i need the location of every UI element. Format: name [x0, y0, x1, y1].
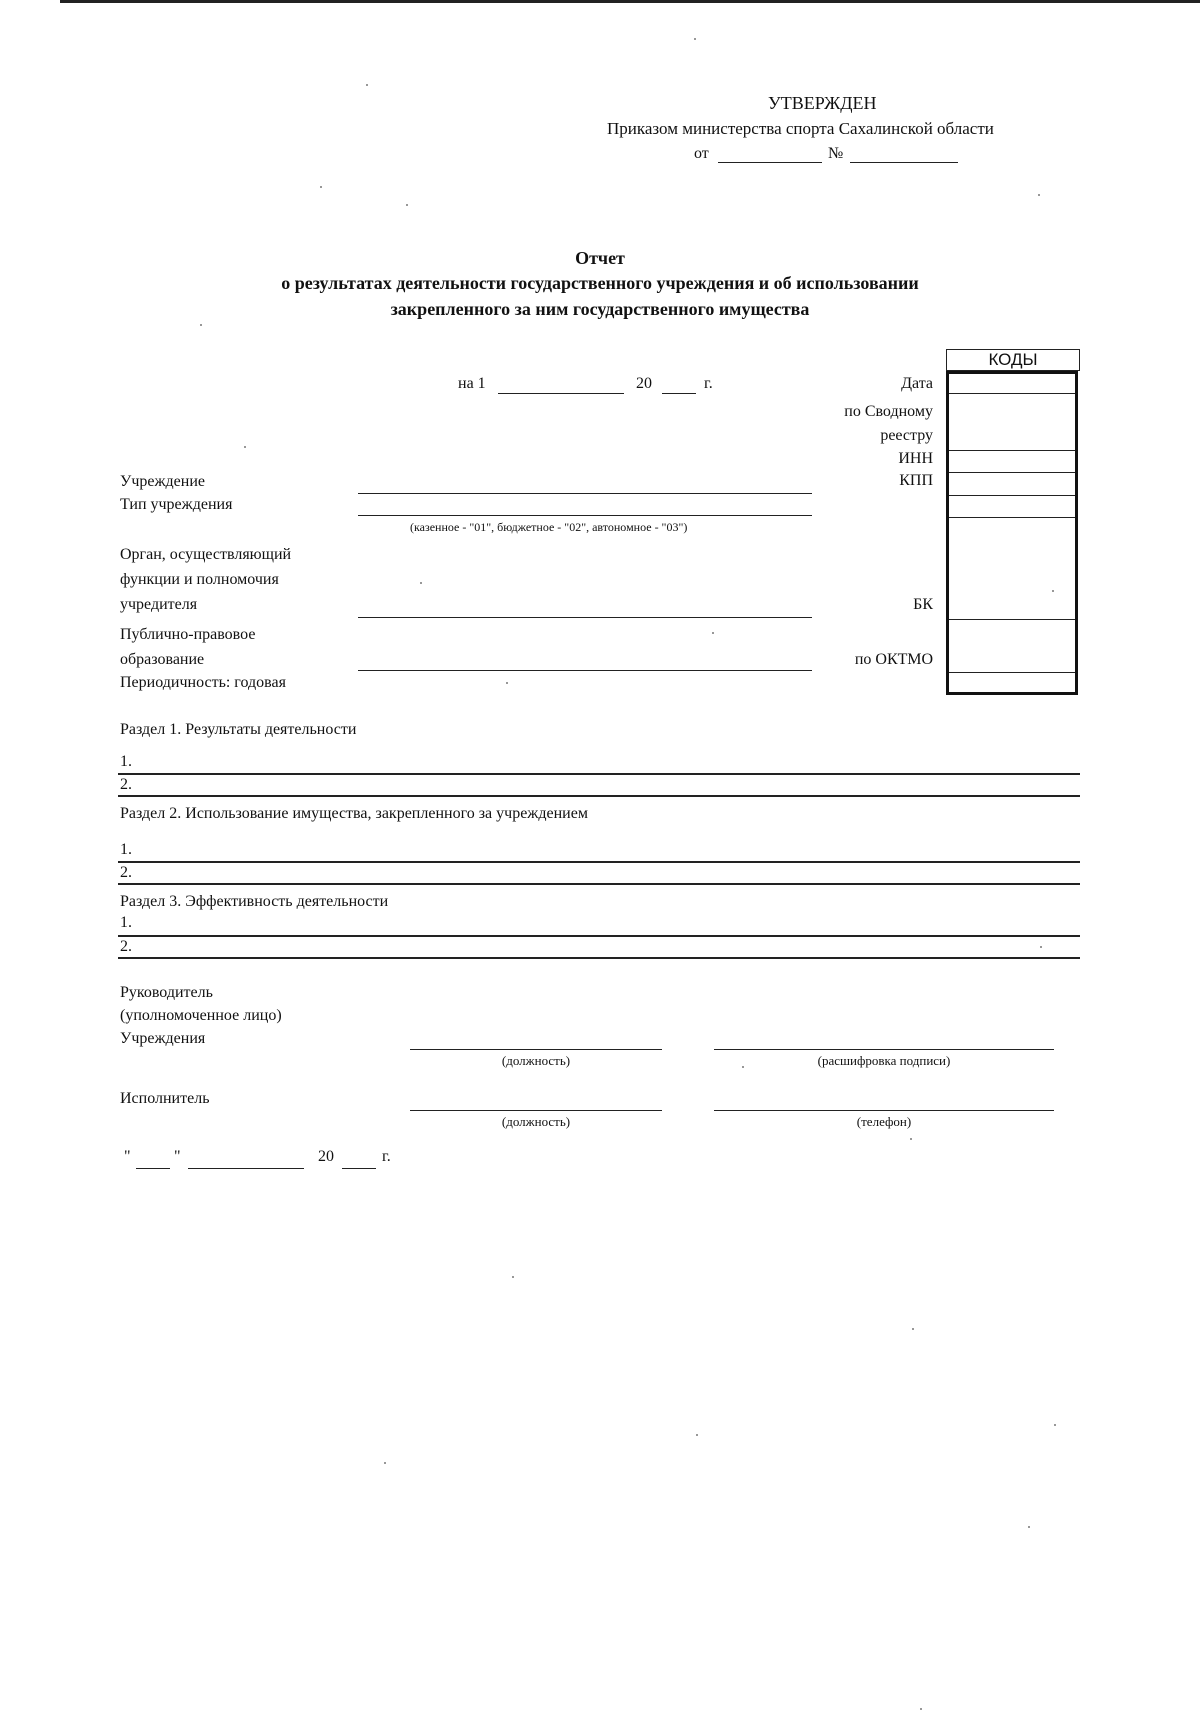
executor-phone-line[interactable]	[714, 1110, 1054, 1111]
signature-head-label-2: (уполномоченное лицо)	[120, 1007, 282, 1024]
scan-speck	[200, 324, 202, 326]
code-label-oktmo: по ОКТМО	[854, 651, 933, 668]
section-2-line-2[interactable]	[118, 883, 1080, 885]
section-1-item-2: 2.	[120, 776, 132, 793]
scan-speck	[912, 1328, 914, 1330]
field-label-public-entity-1: Публично-правовое	[120, 626, 256, 643]
footer-month-line[interactable]	[188, 1168, 304, 1169]
scan-speck	[696, 1434, 698, 1436]
approval-order: Приказом министерства спорта Сахалинской области	[607, 119, 994, 138]
code-cell-inn[interactable]	[949, 472, 1075, 473]
codes-table	[946, 371, 1078, 695]
section-2-item-1: 1.	[120, 841, 132, 858]
section-3-item-2: 2.	[120, 938, 132, 955]
code-label-registry-2: реестру	[880, 427, 933, 444]
field-label-founder-1: Орган, осуществляющий	[120, 546, 292, 563]
approval-number-label: №	[828, 145, 844, 162]
public-entity-input-line[interactable]	[358, 670, 812, 671]
report-title: Отчет	[575, 248, 625, 268]
section-2-item-2: 2.	[120, 864, 132, 881]
scan-speck	[1054, 1424, 1056, 1426]
code-cell-date[interactable]	[949, 393, 1075, 394]
head-decoding-line[interactable]	[714, 1049, 1054, 1050]
report-year-line[interactable]	[662, 393, 696, 394]
code-cell-registry[interactable]	[949, 450, 1075, 451]
scan-speck	[366, 84, 368, 86]
head-position-line[interactable]	[410, 1049, 662, 1050]
signature-head-label-3: Учреждения	[120, 1030, 206, 1047]
executor-phone-caption: (телефон)	[856, 1114, 912, 1129]
code-label-inn: ИНН	[898, 450, 933, 467]
section-1-item-1: 1.	[120, 753, 132, 770]
code-label-registry-1: по Сводному	[844, 403, 933, 420]
scan-speck	[512, 1276, 514, 1278]
report-year-prefix: 20	[636, 375, 652, 392]
executor-position-line[interactable]	[410, 1110, 662, 1111]
approval-number-line[interactable]	[850, 162, 958, 163]
footer-quote-open: "	[124, 1148, 131, 1165]
scan-speck	[920, 1708, 922, 1710]
scan-top-edge	[60, 0, 1200, 3]
codes-header: КОДЫ	[946, 349, 1080, 371]
scan-speck	[506, 682, 508, 684]
field-label-founder-3: учредителя	[120, 596, 198, 613]
footer-year-line[interactable]	[342, 1168, 376, 1169]
institution-type-input-line[interactable]	[358, 515, 812, 516]
section-1-line-1[interactable]	[118, 773, 1080, 775]
scan-speck	[1040, 946, 1042, 948]
scan-speck	[244, 446, 246, 448]
report-subtitle-2: закрепленного за ним государственного имущества	[390, 299, 810, 319]
section-3-title: Раздел 3. Эффективность деятельности	[120, 893, 389, 910]
code-cell-bk[interactable]	[949, 619, 1075, 620]
scan-speck	[320, 186, 322, 188]
scan-speck	[1052, 590, 1054, 592]
section-3-line-2[interactable]	[118, 957, 1080, 959]
scan-speck	[384, 1462, 386, 1464]
footer-day-line[interactable]	[136, 1168, 170, 1169]
code-cell-type[interactable]	[949, 517, 1075, 518]
scan-speck	[712, 632, 714, 634]
field-label-founder-2: функции и полномочия	[120, 571, 279, 588]
report-date-prefix: на 1	[458, 375, 486, 392]
field-label-institution-type: Тип учреждения	[120, 496, 233, 513]
footer-year-suffix: г.	[382, 1148, 391, 1165]
field-label-public-entity-2: образование	[120, 651, 205, 668]
code-label-bk: БК	[913, 596, 933, 613]
scan-speck	[694, 38, 696, 40]
scan-speck	[742, 1066, 744, 1068]
scan-speck	[1038, 194, 1040, 196]
section-2-line-1[interactable]	[118, 861, 1080, 863]
section-1-line-2[interactable]	[118, 795, 1080, 797]
scan-speck	[420, 582, 422, 584]
approval-from-label: от	[694, 145, 709, 162]
footer-year-prefix: 20	[318, 1148, 334, 1165]
field-label-institution: Учреждение	[120, 473, 205, 490]
report-date-line[interactable]	[498, 393, 624, 394]
executor-label: Исполнитель	[120, 1090, 210, 1107]
signature-head-label-1: Руководитель	[120, 984, 213, 1001]
section-2-title: Раздел 2. Использование имущества, закрепленного за учреждением	[120, 805, 588, 822]
section-3-item-1: 1.	[120, 914, 132, 931]
code-cell-oktmo[interactable]	[949, 672, 1075, 673]
field-label-periodicity: Периодичность: годовая	[120, 674, 286, 691]
code-label-kpp: КПП	[899, 472, 933, 489]
executor-position-caption: (должность)	[501, 1114, 571, 1129]
scan-speck	[910, 1138, 912, 1140]
approval-title: УТВЕРЖДЕН	[768, 93, 877, 113]
code-label-date: Дата	[901, 375, 933, 392]
section-1-title: Раздел 1. Результаты деятельности	[120, 721, 357, 738]
institution-input-line[interactable]	[358, 493, 812, 494]
institution-type-hint: (казенное - "01", бюджетное - "02", автономное - "03")	[410, 520, 688, 534]
scan-speck	[1028, 1526, 1030, 1528]
report-subtitle-1: о результатах деятельности государственного учреждения и об использовании	[281, 273, 919, 293]
code-cell-kpp[interactable]	[949, 495, 1075, 496]
head-decoding-caption: (расшифровка подписи)	[817, 1053, 951, 1068]
founder-input-line[interactable]	[358, 617, 812, 618]
approval-date-line[interactable]	[718, 162, 822, 163]
scan-speck	[406, 204, 408, 206]
head-position-caption: (должность)	[501, 1053, 571, 1068]
section-3-line-1[interactable]	[118, 935, 1080, 937]
report-year-suffix: г.	[704, 375, 713, 392]
footer-quote-close: "	[174, 1148, 181, 1165]
